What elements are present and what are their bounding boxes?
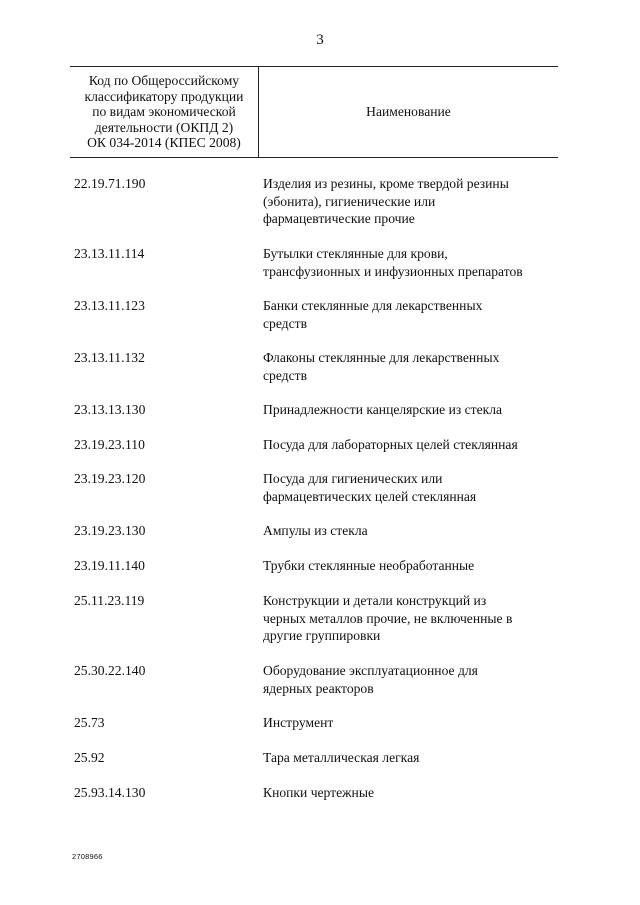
row-name: Ампулы из стекла	[263, 523, 368, 538]
row-code: 25.73	[74, 715, 105, 730]
row-code: 23.19.23.130	[74, 523, 146, 538]
row-code: 25.30.22.140	[74, 663, 146, 678]
row-code: 23.13.11.114	[74, 246, 145, 261]
row-code: 22.19.71.190	[74, 176, 146, 191]
row-name: Бутылки стеклянные для крови, трансфузионных и инфузионных препаратов	[263, 246, 523, 279]
row-code: 23.13.13.130	[74, 402, 146, 417]
row-name: Тара металлическая легкая	[263, 750, 420, 765]
row-name: Инструмент	[263, 715, 334, 730]
row-code: 23.13.11.123	[74, 298, 145, 313]
row-name: Трубки стеклянные необработанные	[263, 558, 475, 573]
row-code: 23.19.11.140	[74, 558, 145, 573]
row-name: Кнопки чертежные	[263, 785, 374, 800]
row-code: 23.19.23.120	[74, 471, 146, 486]
page-number: 3	[316, 32, 324, 48]
header-name-label: Наименование	[366, 104, 451, 119]
row-code: 25.92	[74, 750, 105, 765]
row-name: Посуда для лабораторных целей стеклянная	[263, 437, 518, 452]
row-name: Банки стеклянные для лекарственных средств	[263, 298, 483, 331]
row-code: 25.93.14.130	[74, 785, 146, 800]
row-name: Конструкции и детали конструкций из черных металлов прочие, не включенные в другие группировки	[263, 593, 513, 643]
row-name: Посуда для гигиенических или фармацевтических целей стеклянная	[263, 471, 477, 504]
document-id: 2708966	[72, 852, 103, 861]
row-code: 23.13.11.132	[74, 350, 145, 365]
row-name: Оборудование эксплуатационное для ядерных реакторов	[263, 663, 478, 696]
row-name: Изделия из резины, кроме твердой резины (эбонита), гигиенические или фармацевтические прочие	[263, 176, 509, 226]
header-code-label: Код по Общероссийскому классификатору продукции по видам экономической деятельности (ОКПД 2) ОК 034-2014 (КПЕС 2008)	[70, 67, 259, 157]
row-name: Принадлежности канцелярские из стекла	[263, 402, 503, 417]
row-code: 25.11.23.119	[74, 593, 145, 608]
row-code: 23.19.23.110	[74, 437, 145, 452]
row-name: Флаконы стеклянные для лекарственных средств	[263, 350, 500, 383]
